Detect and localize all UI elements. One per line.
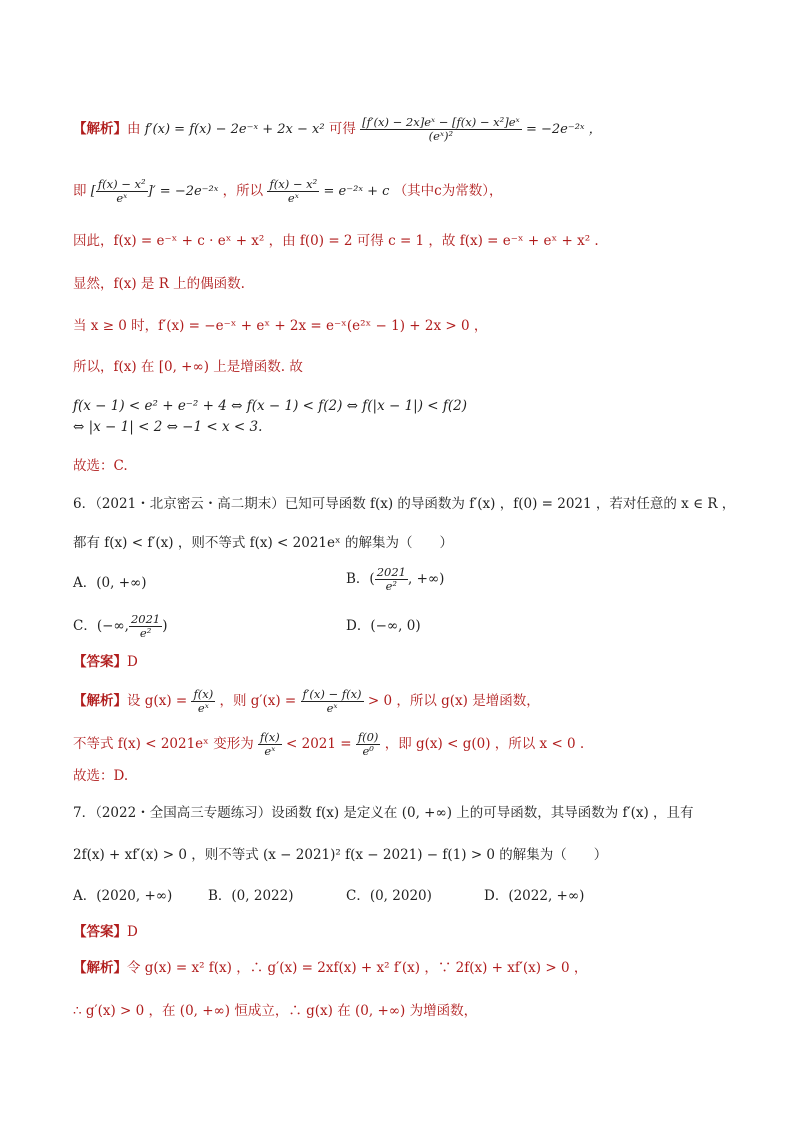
q6-analysis-line2: 不等式 f(x) < 2021eˣ 变形为 $\frac{f(x)}{\text{eˣ}}$ < 2021 = $\frac{f(0)}{\text{e⁰}}$ ，即 g(x) < g(0) ，所以 x < 0 . [73, 730, 585, 758]
q7-option-d: D．(2022, +∞) [484, 888, 585, 904]
q5-analysis-line7: f(x − 1) < e² + e⁻² + 4 ⇔ f(x − 1) < f(2) ⇔ f(|x − 1|) < f(2) [73, 398, 467, 414]
q6-option-a: A．(0, +∞) [73, 575, 147, 591]
q5-analysis-line8: ⇔ |x − 1| < 2 ⇔ −1 < x < 3. [73, 419, 263, 435]
q5-analysis-line2: 即 [ $\frac{\text{f(x) − x²}}{\text{eˣ}}$ ]′ = −2e⁻²ˣ ，所以 $\frac{\text{f(x) − x²}}{\text{eˣ}}$ = e⁻²ˣ + c （其中c为常数）， [73, 177, 503, 205]
q6-option-c: C．(−∞, $\frac{2021}{\text{e²}}$ ) [73, 612, 168, 640]
q5-analysis-line5: 当 x ≥ 0 时，f′(x) = −e⁻ˣ + eˣ + 2x = e⁻ˣ(e²ˣ − 1) + 2x > 0 ， [73, 318, 488, 334]
fraction: $\frac{\text{f(x) − x²}}{\text{eˣ}}$ [269, 177, 318, 205]
q6-stem-line1: 6．（2021・北京密云・高二期末）已知可导函数 f(x) 的导函数为 f′(x) ，f(0) = 2021 ，若对任意的 x ∈ R ， [73, 496, 736, 512]
q7-analysis-line1: 【解析】令 g(x) = x² f(x) ，∴ g′(x) = 2xf(x) + x² f′(x) ，∵ 2f(x) + xf′(x) > 0 ， [73, 960, 588, 976]
q6-answer: 【答案】D [73, 654, 138, 670]
q5-analysis-line4: 显然，f(x) 是 R 上的偶函数. [73, 276, 245, 292]
fraction: $\frac{\text{[f′(x) − 2x]eˣ − [f(x) − x²]eˣ}}{\text{(eˣ)²}}$ [362, 115, 520, 143]
q7-stem-line2: 2f(x) + xf′(x) > 0 ，则不等式 (x − 2021)² f(x − 2021) − f(1) > 0 的解集为（ ） [73, 847, 608, 863]
q5-analysis-line1: 【解析】由 f′(x) = f(x) − 2e⁻ˣ + 2x − x² 可得 $\frac{\text{[f′(x) − 2x]eˣ − [f(x) − x²]eˣ}}{\text{(eˣ)²}}$ = −2e⁻²ˣ ， [73, 115, 602, 143]
q7-option-c: C．(0, 2020) [346, 888, 432, 904]
q7-answer: 【答案】D [73, 924, 138, 940]
q5-choice: 故选：C. [73, 458, 128, 474]
q6-option-b: B．( $\frac{2021}{\text{e²}}$ , +∞) [346, 565, 445, 593]
q7-option-a: A．(2020, +∞) [73, 888, 173, 904]
analysis-label: 【解析】 [73, 121, 127, 137]
q6-option-d: D．(−∞, 0) [346, 618, 421, 634]
q5-analysis-line3: 因此，f(x) = e⁻ˣ + c · eˣ + x² ，由 f(0) = 2 可得 c = 1 ，故 f(x) = e⁻ˣ + eˣ + x² . [73, 233, 599, 249]
q7-option-b: B．(0, 2022) [208, 888, 294, 904]
fraction: $\frac{\text{f(x) − x²}}{\text{eˣ}}$ [97, 177, 146, 205]
q6-analysis-line1: 【解析】设 g(x) = $\frac{f(x)}{\text{eˣ}}$ ，则 g′(x) = $\frac{f'(x) - f(x)}{\text{eˣ}}$ > 0 ，所以 g(x) 是增函数， [73, 687, 540, 715]
q7-analysis-line2: ∴ g′(x) > 0 ，在 (0, +∞) 恒成立，∴ g(x) 在 (0, +∞) 为增函数， [73, 1003, 478, 1019]
q6-choice: 故选：D. [73, 768, 129, 784]
q5-analysis-line6: 所以，f(x) 在 [0, +∞) 上是增函数. 故 [73, 359, 303, 375]
q6-stem-line2: 都有 f(x) < f′(x) ，则不等式 f(x) < 2021eˣ 的解集为（ ） [73, 535, 454, 551]
q7-stem-line1: 7．（2022・全国高三专题练习）设函数 f(x) 是定义在 (0, +∞) 上的可导函数，其导函数为 f′(x) ，且有 [73, 805, 694, 821]
